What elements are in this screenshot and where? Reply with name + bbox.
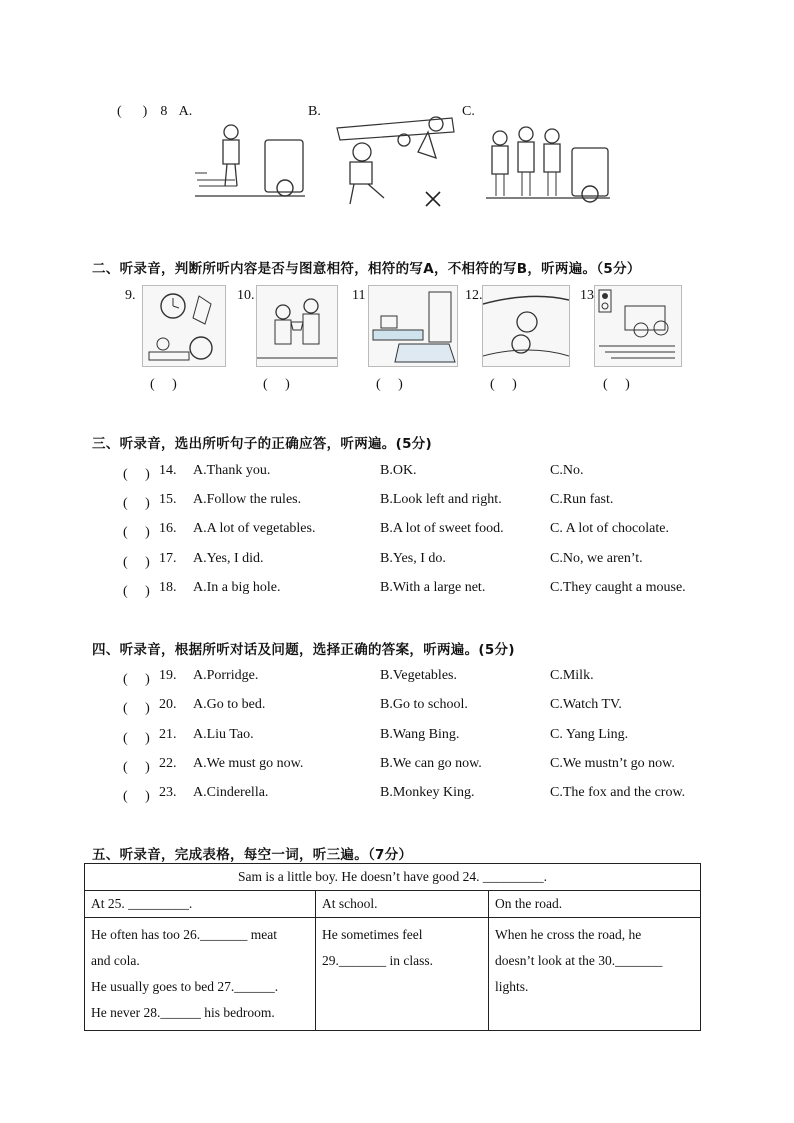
q8-option-b-label: B. bbox=[308, 104, 321, 119]
table-header-sentence[interactable]: Sam is a little boy. He doesn’t have good 24. _________. bbox=[85, 864, 701, 891]
q15-option-c: C.Run fast. bbox=[550, 492, 614, 507]
table-cell-home[interactable] bbox=[85, 918, 316, 1031]
q23-option-a: A.Cinderella. bbox=[193, 785, 269, 800]
q9-number: 9. bbox=[125, 288, 136, 303]
q10-answer-blank[interactable]: ( ) bbox=[263, 377, 290, 392]
q14-answer-blank[interactable]: ( ) bbox=[123, 467, 150, 482]
q21-option-a: A.Liu Tao. bbox=[193, 727, 254, 742]
q15-answer-blank[interactable]: ( ) bbox=[123, 496, 150, 511]
table-cell-road[interactable] bbox=[489, 918, 701, 1031]
q20-option-c: C.Watch TV. bbox=[550, 697, 622, 712]
q16-option-a: A.A lot of vegetables. bbox=[193, 521, 316, 536]
home-line-2: and cola. bbox=[91, 953, 140, 968]
q22-option-a: A.We must go now. bbox=[193, 756, 304, 771]
q8-option-c-label: C. bbox=[462, 104, 475, 119]
home-line-1: He often has too 26._______ meat bbox=[91, 927, 277, 942]
q14-option-b: B.OK. bbox=[380, 463, 417, 478]
q10-number: 10. bbox=[237, 288, 255, 303]
q21-number: 21. bbox=[159, 727, 177, 742]
q12-number: 12. bbox=[465, 288, 483, 303]
section3-title: 三、听录音，选出所听句子的正确应答，听两遍。(5分) bbox=[92, 436, 433, 452]
q17-answer-blank[interactable]: ( ) bbox=[123, 555, 150, 570]
q8-line bbox=[117, 104, 192, 120]
q16-answer-blank[interactable]: ( ) bbox=[123, 525, 150, 540]
q21-option-c: C. Yang Ling. bbox=[550, 727, 629, 742]
q23-number: 23. bbox=[159, 785, 177, 800]
home-line-3: He usually goes to bed 27.______. bbox=[91, 979, 279, 994]
q16-option-c: C. A lot of chocolate. bbox=[550, 521, 669, 536]
q17-option-c: C.No, we aren’t. bbox=[550, 551, 643, 566]
q15-option-a: A.Follow the rules. bbox=[193, 492, 302, 507]
q18-option-a: A.In a big hole. bbox=[193, 580, 281, 595]
q16-option-b: B.A lot of sweet food. bbox=[380, 521, 504, 536]
q17-option-b: B.Yes, I do. bbox=[380, 551, 446, 566]
section2-title: 二、听录音，判断所听内容是否与图意相符，相符的写A，不相符的写B，听两遍。（5分） bbox=[92, 261, 641, 277]
q18-number: 18. bbox=[159, 580, 177, 595]
road-line-2: doesn’t look at the 30._______ bbox=[495, 953, 663, 968]
table-col-road-heading: On the road. bbox=[489, 891, 701, 918]
q21-answer-blank[interactable]: ( ) bbox=[123, 731, 150, 746]
q8-picture-a bbox=[195, 118, 305, 206]
section4-title: 四、听录音，根据所听对话及问题，选择正确的答案，听两遍。(5分) bbox=[92, 642, 515, 658]
q11-number: 11 bbox=[352, 288, 366, 303]
q12-answer-blank[interactable]: ( ) bbox=[490, 377, 517, 392]
q11-picture bbox=[368, 285, 458, 367]
q20-answer-blank[interactable]: ( ) bbox=[123, 701, 150, 716]
q13-number: 13 bbox=[580, 288, 594, 303]
q18-option-c: C.They caught a mouse. bbox=[550, 580, 686, 595]
q23-option-c: C.The fox and the crow. bbox=[550, 785, 686, 800]
q11-answer-blank[interactable]: ( ) bbox=[376, 377, 403, 392]
school-line-2: 29._______ in class. bbox=[322, 953, 433, 968]
q8-picture-b bbox=[332, 110, 460, 210]
q18-answer-blank[interactable]: ( ) bbox=[123, 584, 150, 599]
q8-option-a-label: A. bbox=[178, 104, 193, 119]
q9-picture bbox=[142, 285, 226, 367]
q8-paren-open: ( bbox=[117, 104, 122, 119]
q22-option-c: C.We mustn’t go now. bbox=[550, 756, 675, 771]
table-col-home-heading[interactable]: At 25. _________. bbox=[85, 891, 316, 918]
q19-option-a: A.Porridge. bbox=[193, 668, 259, 683]
q8-picture-c bbox=[486, 98, 610, 210]
q21-option-b: B.Wang Bing. bbox=[380, 727, 460, 742]
q17-option-a: A.Yes, I did. bbox=[193, 551, 264, 566]
q19-answer-blank[interactable]: ( ) bbox=[123, 672, 150, 687]
q18-option-b: B.With a large net. bbox=[380, 580, 486, 595]
q22-number: 22. bbox=[159, 756, 177, 771]
q22-option-b: B.We can go now. bbox=[380, 756, 482, 771]
q16-number: 16. bbox=[159, 521, 177, 536]
q20-option-b: B.Go to school. bbox=[380, 697, 468, 712]
q15-option-b: B.Look left and right. bbox=[380, 492, 502, 507]
q13-answer-blank[interactable]: ( ) bbox=[603, 377, 630, 392]
q19-option-c: C.Milk. bbox=[550, 668, 594, 683]
answer-table bbox=[84, 863, 701, 1031]
q22-answer-blank[interactable]: ( ) bbox=[123, 760, 150, 775]
q8-paren-close: ) bbox=[142, 104, 148, 119]
q15-number: 15. bbox=[159, 492, 177, 507]
table-col-school-heading: At school. bbox=[316, 891, 489, 918]
q20-option-a: A.Go to bed. bbox=[193, 697, 266, 712]
table-cell-school[interactable] bbox=[316, 918, 489, 1031]
section5-title: 五、听录音，完成表格，每空一词，听三遍。（7分） bbox=[92, 847, 413, 863]
q14-option-a: A.Thank you. bbox=[193, 463, 271, 478]
q9-answer-blank[interactable]: ( ) bbox=[150, 377, 177, 392]
school-line-1: He sometimes feel bbox=[322, 927, 423, 942]
q20-number: 20. bbox=[159, 697, 177, 712]
q13-picture bbox=[594, 285, 682, 367]
home-line-4: He never 28.______ his bedroom. bbox=[91, 1005, 275, 1020]
q23-answer-blank[interactable]: ( ) bbox=[123, 789, 150, 804]
q23-option-b: B.Monkey King. bbox=[380, 785, 475, 800]
q14-number: 14. bbox=[159, 463, 177, 478]
q12-picture bbox=[482, 285, 570, 367]
q10-picture bbox=[256, 285, 338, 367]
q17-number: 17. bbox=[159, 551, 177, 566]
road-line-1: When he cross the road, he bbox=[495, 927, 642, 942]
road-line-3: lights. bbox=[495, 979, 529, 994]
q14-option-c: C.No. bbox=[550, 463, 584, 478]
q8-number: 8 bbox=[160, 104, 168, 119]
q19-number: 19. bbox=[159, 668, 177, 683]
q19-option-b: B.Vegetables. bbox=[380, 668, 457, 683]
